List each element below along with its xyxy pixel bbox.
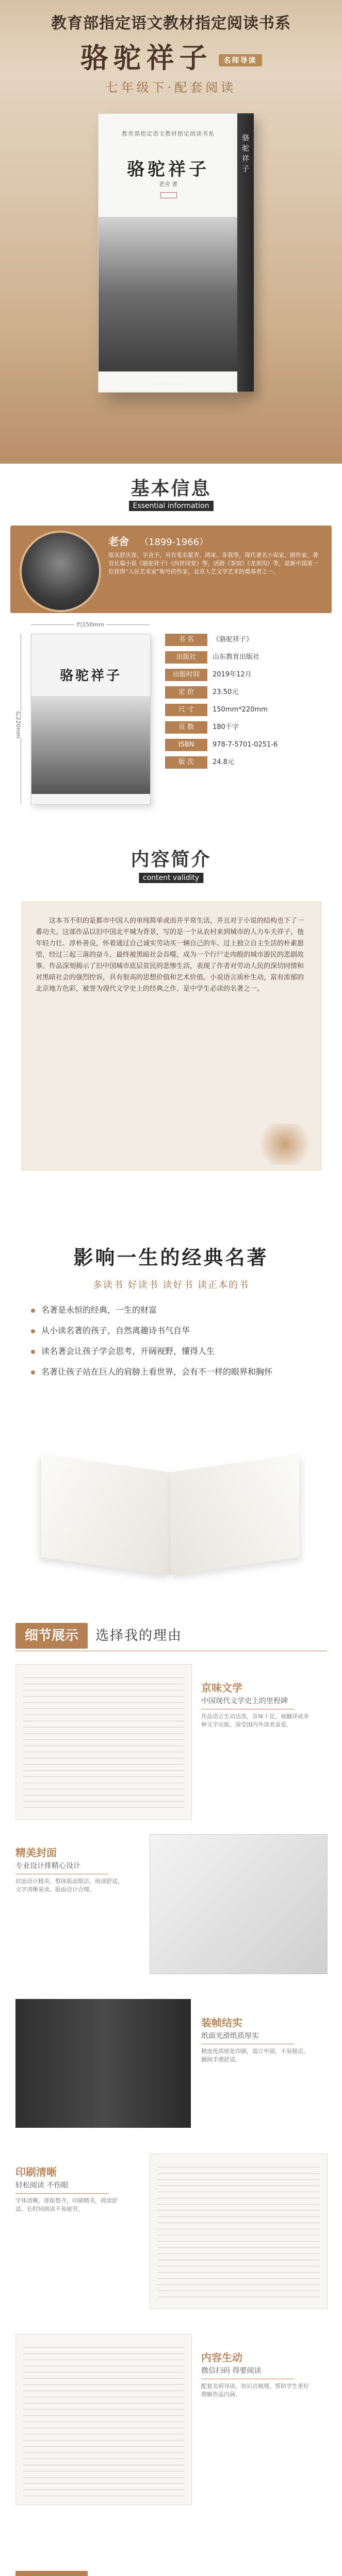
detail-caption-sub: 纸面光滑纸质厚实 <box>201 2032 259 2040</box>
spec-row <box>165 721 320 737</box>
impact-section <box>0 1226 342 1607</box>
detail-caption-body: 字体清晰，排版整齐，印刷精美，阅读舒适，长时间阅读不易疲劳。 <box>15 2197 118 2212</box>
detail-photo-content <box>15 2334 192 2505</box>
detail-photo-binding <box>15 1999 191 2128</box>
content-intro-section <box>0 824 342 1226</box>
detail-caption-title: 内容生动 <box>201 2351 242 2364</box>
real-tab-text <box>95 2571 168 2576</box>
author-name: 老舍 <box>108 535 129 548</box>
spec-value: 180千字 <box>213 723 239 731</box>
book-cover-author: 老舍 著 <box>158 181 178 188</box>
open-book-image <box>41 1443 299 1587</box>
detail-caption <box>201 1680 310 1729</box>
detail-tab-text: 选择我的理由 <box>95 1628 183 1643</box>
content-intro-subtitle: content validity <box>139 873 203 883</box>
spec-label: ISBN <box>165 739 207 751</box>
author-years: （1899-1966） <box>139 537 209 548</box>
page-lines <box>157 2161 320 2301</box>
spec-row <box>165 739 320 754</box>
book-cover-small-art <box>31 696 150 794</box>
book-cover-publisher: 山东教育出版社 <box>152 382 185 387</box>
hero-subtitle: 七年级下·配套阅读 <box>105 80 237 95</box>
spec-row <box>165 756 320 772</box>
detail-caption-body: 作品语言生动活泼，京味十足，被翻译成多种文字出版，深受国内外读者喜爱。 <box>201 1713 309 1728</box>
open-book-right-page <box>170 1454 299 1575</box>
author-card <box>10 526 332 613</box>
spec-label: 出版社 <box>165 651 207 664</box>
impact-title: 影响一生的经典名著 <box>73 1246 269 1269</box>
dimension-height-label: 约220mm <box>15 711 22 739</box>
impact-item: 名著是永恒的经典，一生的财富 <box>31 1303 320 1317</box>
impact-list <box>31 1303 320 1386</box>
detail-caption <box>201 2014 310 2064</box>
impact-item: 读名著会让孩子学会思考，开阔视野，懂得人生 <box>31 1345 320 1358</box>
book-cover-art <box>99 217 238 371</box>
spec-row <box>165 669 320 684</box>
detail-caption-sub: 微信扫码 得要阅读 <box>201 2367 262 2375</box>
book-spine <box>237 113 254 392</box>
detail-showcase-section <box>0 1607 342 2555</box>
real-tab-label <box>15 2571 88 2576</box>
open-book-left-page <box>41 1454 170 1575</box>
spec-label: 页 数 <box>165 721 207 734</box>
book-cover-stamp <box>160 192 177 198</box>
spec-row <box>165 651 320 667</box>
basic-info-title: 基本信息 <box>131 478 211 499</box>
detail-caption-title: 京味文学 <box>201 1682 242 1694</box>
detail-photo-pages <box>15 1664 192 1820</box>
book-spine-title: 骆驼祥子 <box>241 134 249 175</box>
detail-caption-body: 封面设计精美，整体版面简洁，阅读舒适，文字清晰易读，版面设计合理。 <box>15 1878 123 1893</box>
page-lines <box>23 1672 184 1812</box>
detail-caption-title: 精美封面 <box>15 1846 57 1859</box>
book-series-label: 教育部指定语文教材指定阅读书系 <box>122 130 215 137</box>
spec-label: 出版时间 <box>165 669 207 681</box>
detail-caption-body: 配套名师导读，知识点梳理，帮助学生更好理解作品内涵。 <box>201 2383 309 2398</box>
spec-label: 定 价 <box>165 686 207 699</box>
detail-photo-print <box>150 2154 328 2309</box>
content-intro-decoration <box>254 1124 316 1165</box>
book-cover-small-title: 骆驼祥子 <box>59 668 122 684</box>
spec-value: 山东教育出版社 <box>213 653 260 661</box>
page-lines <box>23 2342 184 2497</box>
spec-value: 2019年12月 <box>213 671 252 679</box>
author-photo <box>20 531 101 612</box>
hero-banner <box>0 0 342 464</box>
impact-item: 从小读名著的孩子，自然离趣诗书气自华 <box>31 1324 320 1337</box>
real-photo-section <box>0 2555 342 2576</box>
spec-value: 24.8元 <box>213 758 234 766</box>
detail-caption <box>201 2349 310 2399</box>
content-intro-text: 这本书不但的是都市中国人的单纯简单或而并平常生活，并且对于小说的结构也下了一番功夫。这部作品以旧中国北平城为背景，写的是一个从农村来到城市的人力车夫祥子，他年轻力壮、淳朴善良，怀着通过自己诚实劳动买一辆自己的车、过上独立自主生活的朴素愿望，经过三起三落的奋斗，最终被黑暗社会吞噬，成为一个行尸走肉般的城市游民的悲剧故事。作品深刻揭示了旧中国城市底层贫民的悲惨生活，表现了作者对劳动人民的深切同情和对黑暗社会的强烈控诉，具有很高的思想价值和艺术价值。小说语言质朴生动，富有浓郁的北京地方色彩，被誉为现代文学史上的经典之作，是中学生必读的名著之一。 <box>36 917 304 993</box>
detail-caption-sub: 专业设计排精心设计 <box>15 1862 80 1870</box>
hero-title-text: 骆驼祥子 <box>80 41 213 74</box>
detail-caption <box>15 1844 124 1894</box>
content-intro-box <box>22 902 321 1171</box>
dimension-width-label: 约150mm <box>74 621 106 628</box>
detail-caption-body: 精选优质纸张印刷，装订牢固，不易脱页，翻阅手感舒适。 <box>201 2048 309 2063</box>
dimension-width <box>31 621 150 633</box>
impact-tags: 多读书 好读书 读好书 读正本的书 <box>92 1280 250 1291</box>
spec-label: 版 次 <box>165 756 207 769</box>
detail-photo-cover <box>150 1834 328 1974</box>
detail-caption <box>15 2164 124 2213</box>
spec-value: 《骆驼祥子》 <box>213 636 253 643</box>
detail-tab-label: 细节展示 <box>15 1623 88 1649</box>
spec-label: 书 名 <box>165 634 207 646</box>
spec-list <box>165 634 320 774</box>
spec-label: 尺 寸 <box>165 704 207 716</box>
detail-caption-title: 装帧结实 <box>201 2016 242 2029</box>
detail-caption-title: 印刷清晰 <box>15 2166 57 2178</box>
detail-caption-sub: 中国现代文学史上的里程碑 <box>201 1697 288 1705</box>
impact-item: 名著让孩子站在巨人的肩膀上看世界，会有不一样的眼界和胸怀 <box>31 1365 320 1379</box>
hero-badge: 名师导读 <box>219 54 262 66</box>
book-cover-small <box>31 634 151 805</box>
spec-value: 23.50元 <box>213 688 239 696</box>
basic-info-section <box>0 464 342 824</box>
hero-series-title: 教育部指定语文教材指定阅读书系 <box>51 14 291 32</box>
author-bio: 原名舒庆春，字舍予，另有笔名絜青、鸿来、非我等。现代著名小说家、剧作家，著有长篇小说《骆驼祥子》《四世同堂》等，话剧《茶馆》《龙须沟》等，是新中国第一位获得“人民艺术家”称号的作家，北京人艺文学艺术的奠基者之一。 <box>108 552 318 575</box>
detail-caption-divider <box>15 2193 108 2194</box>
spec-row <box>165 704 320 719</box>
spec-row <box>165 686 320 702</box>
detail-caption-sub: 轻松阅读 不伤眼 <box>15 2181 69 2190</box>
spec-value: 150mm*220mm <box>213 706 268 714</box>
content-intro-title: 内容简介 <box>131 849 211 870</box>
spec-row <box>165 634 320 649</box>
book-cover-title: 骆驼祥子 <box>127 159 209 180</box>
spec-value: 978-7-5701-0251-6 <box>213 741 278 749</box>
hero-title <box>0 36 342 76</box>
basic-info-subtitle: Essential information <box>128 501 213 511</box>
book-cover <box>98 113 238 393</box>
